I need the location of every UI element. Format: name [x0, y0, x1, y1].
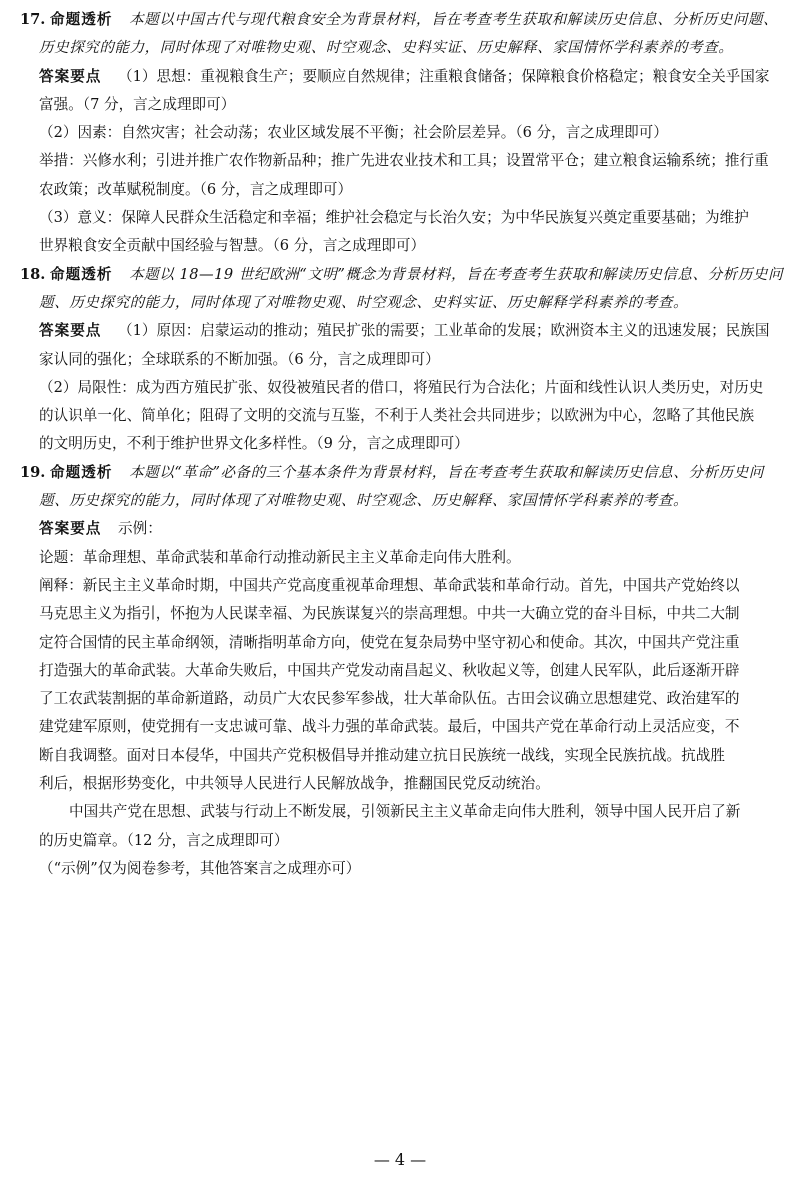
q19-explain-line-8: 利后，根据形势变化，中共领导人民进行人民解放战争，推翻国民党反动统治。 — [39, 775, 550, 793]
q18-answer-line-5: 的文明历史，不利于维护世界文化多样性。（9 分，言之成理即可） — [39, 435, 469, 453]
q19-explain-line-1: 阐释：新民主主义革命时期，中国共产党高度重视革命理想、革命武装和革命行动。首先，中国共产党始终以 — [39, 576, 740, 594]
q19-explain-line-7: 断自我调整。面对日本侵华，中国共产党积极倡导并推动建立抗日民族统一战线，实现全民族抗战。抗战胜 — [39, 746, 725, 764]
q19-thesis-line: 论题：革命理想、革命武装和革命行动推动新民主主义革命走向伟大胜利。 — [39, 548, 521, 566]
q17-intro-text-1: 本题以中国古代与现代粮食安全为背景材料，旨在考查考生获取和解读历史信息、分析历史问题、 — [129, 11, 779, 28]
q17-number: 17. — [20, 11, 46, 28]
q17-answer-line-3: （2）因素：自然灾害；社会动荡；农业区域发展不平衡；社会阶层差异。（6 分，言之成理即可） — [39, 124, 668, 142]
q19-analysis-heading: 命题透析 — [50, 463, 113, 481]
q17-answer-line-4: 举措：兴修水利；引进并推广农作物新品种；推广先进农业技术和工具；设置常平仓；建立粮食运输系统；推行重 — [39, 152, 769, 170]
q19-explain-line-5: 了工农武装割据的革命新道路，动员广大农民参军参战，壮大革命队伍。古田会议确立思想建党、政治建军的 — [39, 690, 740, 708]
q17-intro-line-1 — [20, 6, 784, 34]
q17-answer-line-2: 富强。（7 分，言之成理即可） — [39, 95, 236, 113]
page-number: — 4 — — [373, 1150, 427, 1169]
q19-conclusion-line-2: 的历史篇章。（12 分，言之成理即可） — [39, 831, 289, 849]
q19-number: 19. — [20, 463, 46, 481]
q19-explain-line-3: 定符合国情的民主革命纲领，清晰指明革命方向，使党在复杂局势中坚守初心和使命。其次，中国共产党注重 — [39, 633, 740, 651]
q19-intro-line-1 — [20, 459, 784, 487]
q18-analysis-heading: 命题透析 — [50, 265, 113, 283]
q18-intro-line-2: 题、历史探究的能力，同时体现了对唯物史观、时空观念、史料实证、历史解释学科素养的考查。 — [39, 293, 689, 311]
q19-explain-line-4: 打造强大的革命武装。大革命失败后，中国共产党发动南昌起义、秋收起义等，创建人民军队，此后逐渐开辟 — [39, 661, 740, 679]
q17-intro-line-2: 历史探究的能力，同时体现了对唯物史观、时空观念、史料实证、历史解释、家国情怀学科素养的考查。 — [39, 39, 734, 57]
q19-explain-line-6: 建党建军原则，使党拥有一支忠诚可靠、战斗力强的革命武装。最后，中国共产党在革命行动上灵活应变，不 — [39, 718, 740, 736]
q19-example-label: 示例： — [118, 520, 162, 538]
q18-intro-text-1: 本题以 18—19 世纪欧洲“文明”概念为背景材料，旨在考查考生获取和解读历史信息、分析历史问 — [129, 265, 784, 283]
q19-intro-text-1: 本题以“革命”必备的三个基本条件为背景材料，旨在考查考生获取和解读历史信息、分析历史问 — [129, 463, 764, 481]
q19-explain-line-2: 马克思主义为指引，怀抱为人民谋幸福、为民族谋复兴的崇高理想。中共一大确立党的奋斗目标，中共二大制 — [39, 605, 740, 623]
q19-answer-line-1 — [20, 515, 784, 543]
answer-content — [20, 6, 784, 883]
q18-answer-line-1 — [20, 317, 784, 345]
q19-note-line: （“示例”仅为阅卷参考，其他答案言之成理亦可） — [39, 859, 361, 877]
q18-answer-heading: 答案要点 — [39, 322, 102, 340]
q18-intro-line-1 — [20, 261, 784, 289]
q19-answer-heading: 答案要点 — [39, 520, 102, 538]
q17-answer-line-6: （3）意义：保障人民群众生活稳定和幸福；维护社会稳定与长治久安；为中华民族复兴奠定重要基础；为维护 — [39, 209, 749, 227]
q18-answer-line-4: 的认识单一化、简单化；阻碍了文明的交流与互鉴，不利于人类社会共同进步；以欧洲为中心，忽略了其他民族 — [39, 407, 755, 425]
q18-answer-line-3: （2）局限性：成为西方殖民扩张、奴役被殖民者的借口，将殖民行为合法化；片面和线性认识人类历史，对历史 — [39, 378, 764, 396]
q17-answer-line-5: 农政策；改革赋税制度。（6 分，言之成理即可） — [39, 180, 353, 198]
q17-analysis-heading: 命题透析 — [50, 11, 113, 28]
q17-answer-heading: 答案要点 — [39, 67, 102, 85]
q17-answer-line-1 — [20, 63, 784, 91]
q18-answer-line-2: 家认同的强化；全球联系的不断加强。（6 分，言之成理即可） — [39, 350, 440, 368]
q19-conclusion-line-1: 中国共产党在思想、武装与行动上不断发展，引领新民主主义革命走向伟大胜利，领导中国人民开启了新 — [69, 803, 741, 821]
q19-intro-line-2: 题、历史探究的能力，同时体现了对唯物史观、时空观念、历史解释、家国情怀学科素养的考查。 — [39, 492, 689, 510]
q17-answer-line-7: 世界粮食安全贡献中国经验与智慧。（6 分，言之成理即可） — [39, 237, 426, 255]
q17-answer-text-1: （1）思想：重视粮食生产；要顺应自然规律；注重粮食储备；保障粮食价格稳定；粮食安全关乎国家 — [118, 67, 770, 85]
q18-number: 18. — [20, 265, 46, 283]
q18-answer-text-1: （1）原因：启蒙运动的推动；殖民扩张的需要；工业革命的发展；欧洲资本主义的迅速发展；民族国 — [118, 322, 770, 340]
